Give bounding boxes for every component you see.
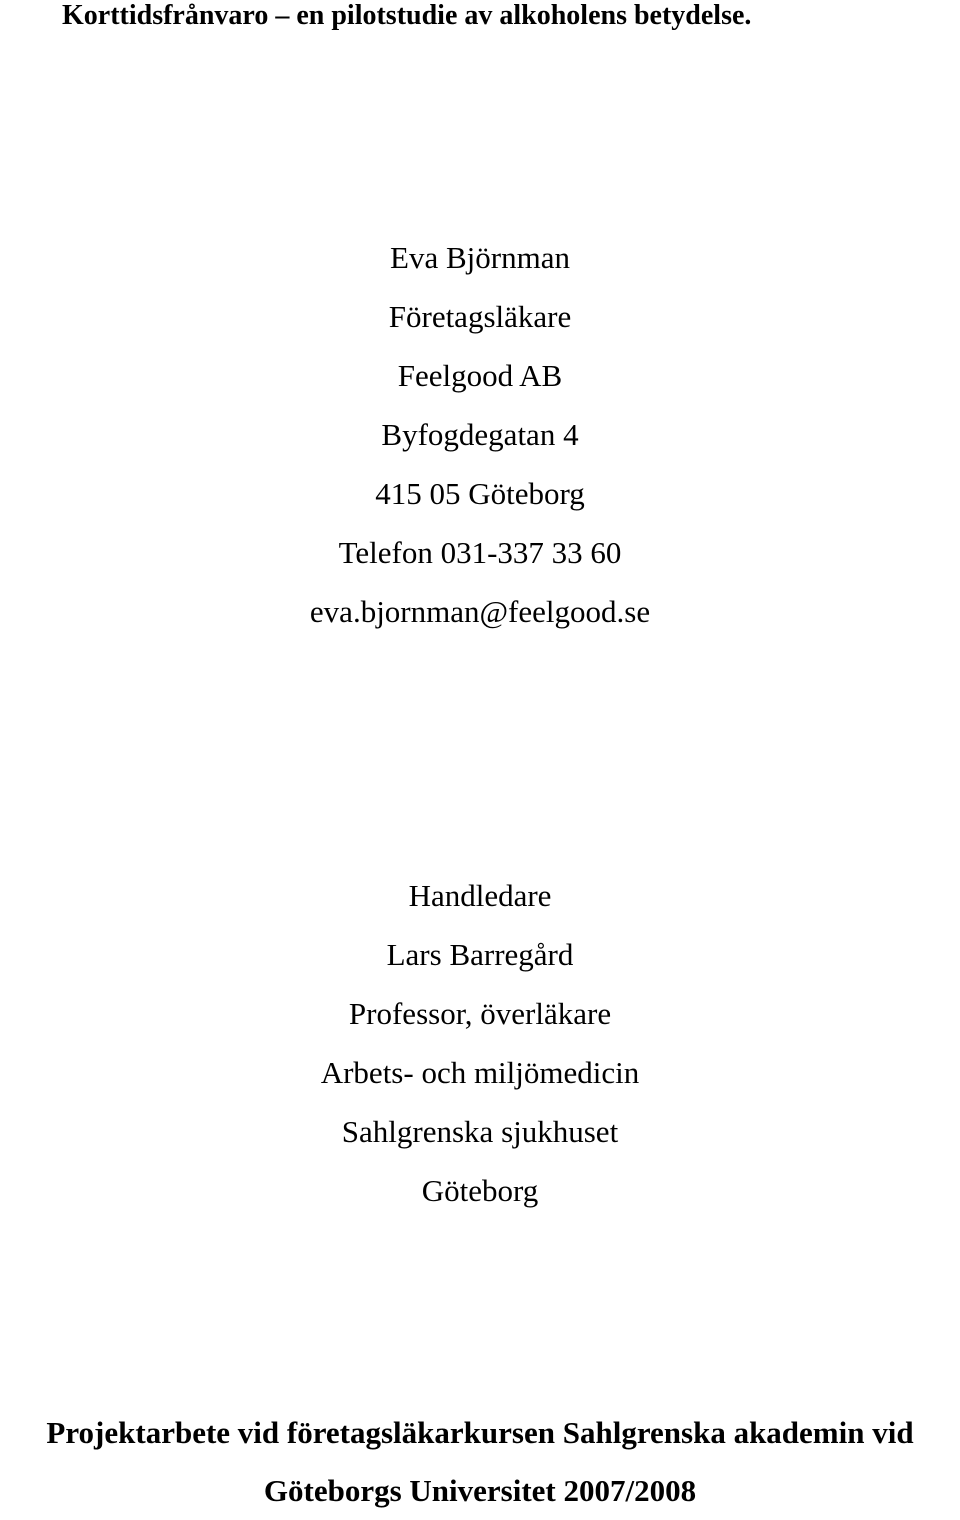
footer-line-1: Projektarbete vid företagsläkarkursen Sahlgrenska akademin vid: [46, 1415, 914, 1450]
author-company: Feelgood AB: [397, 358, 563, 393]
author-email: eva.bjornman@feelgood.se: [309, 594, 651, 629]
document-title: Korttidsfrånvaro – en pilotstudie av alkoholens betydelse.: [62, 0, 752, 31]
footer-line-2: Göteborgs Universitet 2007/2008: [263, 1473, 697, 1508]
author-street: Byfogdegatan 4: [381, 417, 579, 452]
supervisor-name: Lars Barregård: [386, 937, 574, 972]
author-postal: 415 05 Göteborg: [375, 476, 585, 511]
footer: [0, 1404, 960, 1520]
supervisor-hospital: Sahlgrenska sjukhuset: [341, 1114, 619, 1149]
author-info: [0, 228, 960, 641]
supervisor-info: [0, 866, 960, 1220]
supervisor-heading: Handledare: [408, 878, 552, 913]
supervisor-city: Göteborg: [421, 1173, 539, 1208]
supervisor-title: Professor, överläkare: [348, 996, 612, 1031]
author-role: Företagsläkare: [388, 299, 572, 334]
author-name: Eva Björnman: [390, 240, 570, 275]
author-phone: Telefon 031-337 33 60: [338, 535, 622, 570]
supervisor-department: Arbets- och miljömedicin: [320, 1055, 640, 1090]
